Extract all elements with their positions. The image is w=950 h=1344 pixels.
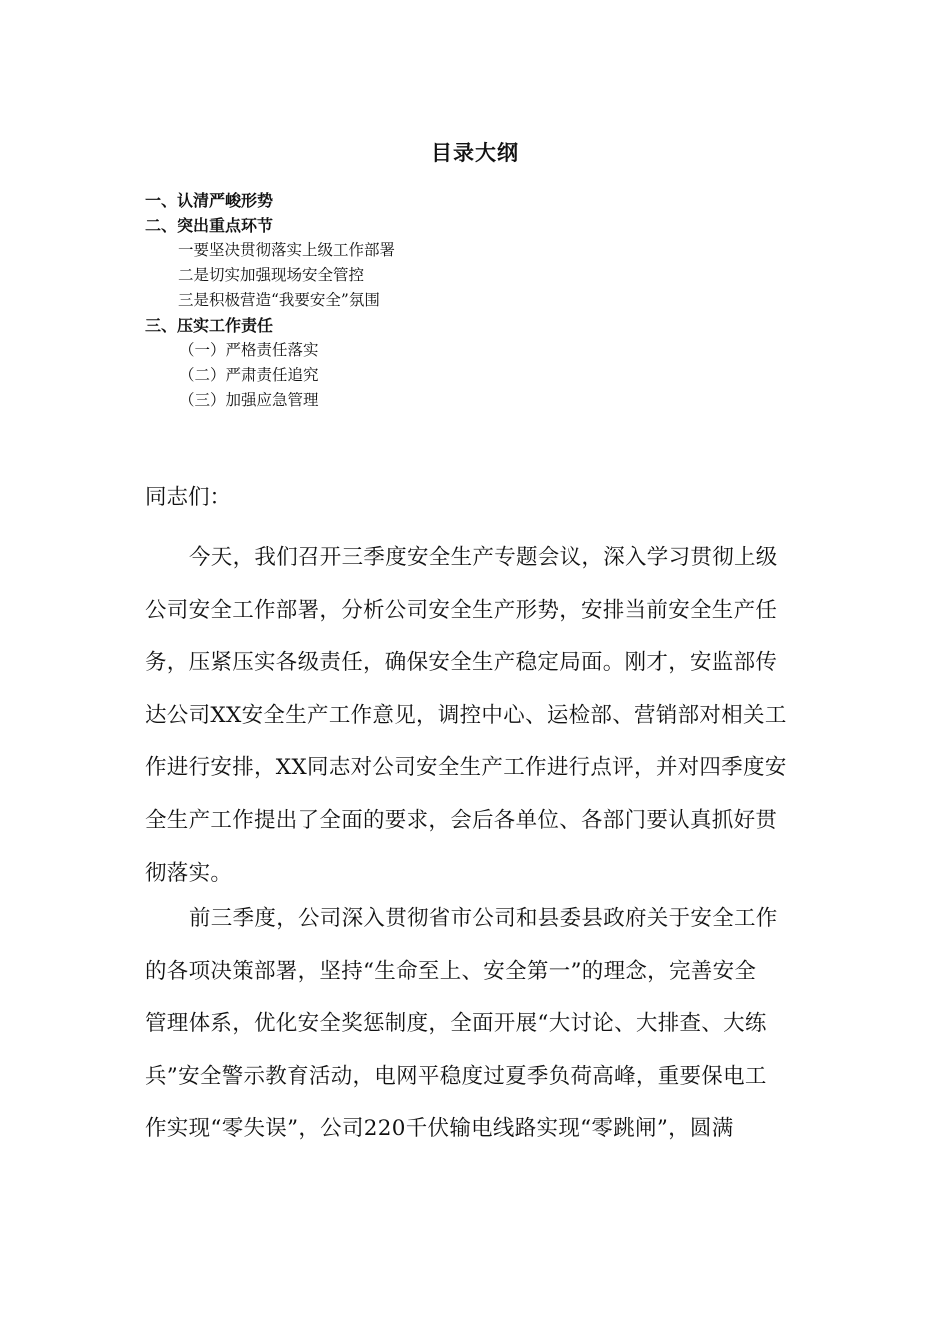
salutation: 同志们： xyxy=(145,485,232,510)
paragraph-line: 达公司XX安全生产工作意见，调控中心、运检部、营销部对相关工 xyxy=(145,702,787,728)
paragraph-line: 今天，我们召开三季度安全生产专题会议，深入学习贯彻上级 xyxy=(189,545,778,570)
paragraph-line: 作进行安排，XX同志对公司安全生产工作进行点评，并对四季度安 xyxy=(145,755,787,781)
paragraph-line: 彻落实。 xyxy=(145,860,233,886)
paragraph-line: 的各项决策部署，坚持“生命至上、安全第一”的理念，完善安全 xyxy=(145,958,757,984)
toc-subitem: （二）严肃责任追究 xyxy=(179,366,319,384)
paragraph-line: 务，压紧压实各级责任，确保安全生产稳定局面。刚才，安监部传 xyxy=(145,650,778,676)
toc-title: 目录大纲 xyxy=(431,141,519,165)
toc-heading-2: 二、突出重点环节 xyxy=(145,216,274,235)
toc-subitem: （三）加强应急管理 xyxy=(179,391,319,409)
toc-heading-1: 一、认清严峻形势 xyxy=(145,191,274,210)
toc-heading-3: 三、压实工作责任 xyxy=(145,316,274,335)
body-paragraph-2 xyxy=(145,893,805,1156)
toc-subitem: 二是切实加强现场安全管控 xyxy=(178,266,365,284)
toc-subitem: （一）严格责任落实 xyxy=(179,341,319,359)
paragraph-line: 作实现“零失误”，公司220千伏输电线路实现“零跳闸”，圆满 xyxy=(145,1116,734,1142)
paragraph-line: 全生产工作提出了全面的要求，会后各单位、各部门要认真抓好贯 xyxy=(145,807,778,833)
table-of-contents xyxy=(145,188,845,413)
paragraph-line: 兵”安全警示教育活动，电网平稳度过夏季负荷高峰，重要保电工 xyxy=(145,1063,767,1089)
body-paragraph-1 xyxy=(145,532,805,900)
toc-subitem: 三是积极营造“我要安全”氛围 xyxy=(178,291,380,309)
toc-subitem: 一要坚决贯彻落实上级工作部署 xyxy=(178,241,396,259)
paragraph-line: 管理体系，优化安全奖惩制度，全面开展“大讨论、大排查、大练 xyxy=(145,1011,767,1037)
paragraph-line: 前三季度，公司深入贯彻省市公司和县委县政府关于安全工作 xyxy=(189,906,778,931)
paragraph-line: 公司安全工作部署，分析公司安全生产形势，安排当前安全生产任 xyxy=(145,597,778,623)
